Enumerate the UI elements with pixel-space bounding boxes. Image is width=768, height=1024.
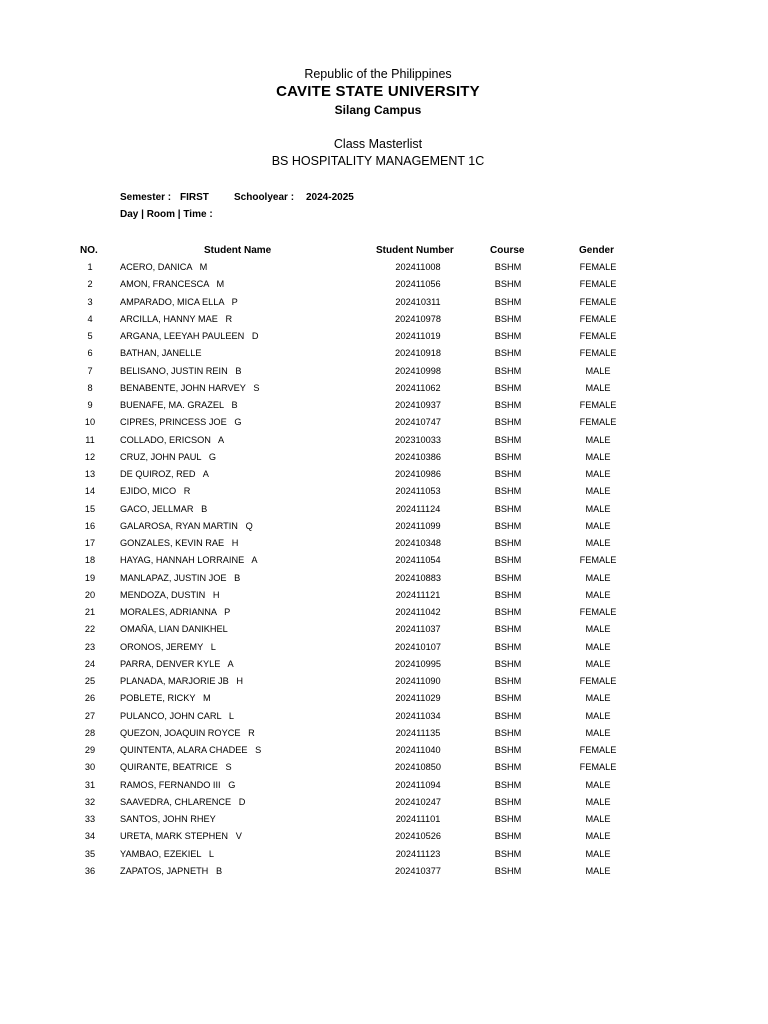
student-name: PARRA, DENVER KYLE A bbox=[120, 658, 234, 669]
course: BSHM bbox=[494, 262, 522, 272]
course: BSHM bbox=[494, 658, 522, 669]
course: BSHM bbox=[494, 865, 522, 876]
row-number: 15 bbox=[84, 503, 96, 514]
table-row bbox=[0, 657, 768, 674]
course: BSHM bbox=[494, 710, 522, 721]
gender: MALE bbox=[585, 486, 611, 497]
course: BSHM bbox=[494, 503, 522, 514]
student-name: GONZALES, KEVIN RAE H bbox=[120, 538, 239, 548]
student-number: 202411090 bbox=[395, 676, 441, 686]
student-number: 202410995 bbox=[395, 658, 441, 669]
table-row bbox=[0, 691, 768, 708]
student-number: 202410348 bbox=[395, 538, 441, 548]
gender: MALE bbox=[585, 710, 611, 721]
row-number: 24 bbox=[84, 658, 96, 669]
student-name: COLLADO, ERICSON A bbox=[120, 434, 225, 445]
day-room-time-label: Day | Room | Time : bbox=[120, 209, 213, 220]
row-number: 11 bbox=[85, 434, 95, 445]
row-number: 22 bbox=[84, 624, 96, 635]
student-name: OMAÑA, LIAN DANIKHEL bbox=[120, 624, 228, 635]
course: BSHM bbox=[494, 279, 522, 290]
row-number: 6 bbox=[87, 348, 93, 359]
gender: FEMALE bbox=[579, 762, 617, 773]
table-row bbox=[0, 519, 768, 536]
student-number: 202410377 bbox=[395, 865, 441, 876]
course: BSHM bbox=[494, 589, 522, 600]
row-number: 7 bbox=[87, 365, 93, 376]
row-number: 3 bbox=[87, 296, 93, 307]
student-name: POBLETE, RICKY M bbox=[120, 693, 211, 704]
student-name: QUINTENTA, ALARA CHADEE S bbox=[120, 745, 262, 755]
course: BSHM bbox=[494, 779, 522, 790]
table-row bbox=[0, 571, 768, 588]
republic-heading: Republic of the Philippines bbox=[304, 67, 452, 81]
student-name: BELISANO, JUSTIN REIN B bbox=[120, 365, 242, 376]
table-row bbox=[0, 433, 768, 450]
student-number: 202411053 bbox=[395, 486, 441, 497]
gender: FEMALE bbox=[579, 607, 617, 617]
student-name: YAMBAO, EZEKIEL L bbox=[120, 848, 214, 859]
course: BSHM bbox=[494, 313, 522, 324]
student-name: PLANADA, MARJORIE JB H bbox=[120, 676, 244, 686]
table-row bbox=[0, 553, 768, 570]
gender: MALE bbox=[585, 451, 611, 462]
course: BSHM bbox=[494, 572, 522, 583]
course: BSHM bbox=[494, 848, 522, 859]
row-number: 21 bbox=[84, 607, 96, 617]
student-number: 202411019 bbox=[395, 331, 441, 341]
row-number: 34 bbox=[84, 831, 96, 842]
row-number: 16 bbox=[84, 520, 96, 531]
schoolyear-value: 2024-2025 bbox=[306, 192, 354, 203]
student-name: QUIRANTE, BEATRICE S bbox=[120, 762, 232, 773]
row-number: 9 bbox=[87, 400, 93, 410]
course: BSHM bbox=[494, 434, 522, 445]
gender: MALE bbox=[585, 796, 611, 807]
student-number: 202411101 bbox=[395, 814, 441, 824]
table-row bbox=[0, 622, 768, 639]
student-number: 202411124 bbox=[395, 503, 441, 514]
student-name: PULANCO, JOHN CARL L bbox=[120, 710, 235, 721]
student-number: 202410850 bbox=[395, 762, 441, 773]
student-number: 202411008 bbox=[395, 262, 441, 272]
row-number: 20 bbox=[84, 589, 96, 600]
column-header-student-name: Student Name bbox=[204, 245, 272, 256]
course: BSHM bbox=[494, 762, 522, 773]
gender: MALE bbox=[585, 814, 611, 824]
student-name: URETA, MARK STEPHEN V bbox=[120, 831, 242, 842]
column-header-student-number: Student Number bbox=[376, 245, 454, 256]
course: BSHM bbox=[494, 796, 522, 807]
gender: MALE bbox=[585, 658, 611, 669]
row-number: 10 bbox=[84, 417, 96, 428]
student-number: 202411062 bbox=[395, 382, 441, 393]
table-row bbox=[0, 364, 768, 381]
table-row bbox=[0, 536, 768, 553]
row-number: 36 bbox=[84, 865, 96, 876]
gender: MALE bbox=[585, 365, 611, 376]
course: BSHM bbox=[494, 538, 522, 548]
course: BSHM bbox=[494, 624, 522, 635]
course: BSHM bbox=[494, 555, 522, 566]
row-number: 1 bbox=[87, 262, 93, 272]
gender: FEMALE bbox=[579, 262, 617, 272]
table-row bbox=[0, 795, 768, 812]
table-row bbox=[0, 674, 768, 691]
row-number: 31 bbox=[84, 779, 96, 790]
gender: MALE bbox=[585, 469, 611, 479]
student-name: HAYAG, HANNAH LORRAINE A bbox=[120, 555, 258, 566]
student-name: QUEZON, JOAQUIN ROYCE R bbox=[120, 727, 255, 738]
gender: FEMALE bbox=[579, 676, 617, 686]
student-number: 202410998 bbox=[395, 365, 441, 376]
student-name: BENABENTE, JOHN HARVEY S bbox=[120, 382, 260, 393]
gender: MALE bbox=[585, 624, 611, 635]
student-number: 202410986 bbox=[395, 469, 441, 479]
student-name: BUENAFE, MA. GRAZEL B bbox=[120, 400, 238, 410]
student-name: CRUZ, JOHN PAUL G bbox=[120, 451, 216, 462]
gender: MALE bbox=[585, 434, 611, 445]
row-number: 19 bbox=[84, 572, 96, 583]
row-number: 12 bbox=[84, 451, 96, 462]
table-row bbox=[0, 312, 768, 329]
course: BSHM bbox=[494, 727, 522, 738]
table-row bbox=[0, 760, 768, 777]
campus-name: Silang Campus bbox=[334, 103, 422, 117]
student-number: 202411099 bbox=[395, 520, 441, 531]
student-number: 202411042 bbox=[395, 607, 441, 617]
table-row bbox=[0, 709, 768, 726]
gender: FEMALE bbox=[579, 745, 617, 755]
row-number: 8 bbox=[87, 382, 93, 393]
gender: FEMALE bbox=[579, 279, 617, 290]
table-row bbox=[0, 743, 768, 760]
row-number: 32 bbox=[84, 796, 96, 807]
table-row bbox=[0, 295, 768, 312]
table-row bbox=[0, 329, 768, 346]
gender: MALE bbox=[585, 538, 611, 548]
student-name: GACO, JELLMAR B bbox=[120, 503, 208, 514]
table-row bbox=[0, 450, 768, 467]
row-number: 18 bbox=[84, 555, 96, 566]
table-row bbox=[0, 726, 768, 743]
table-row bbox=[0, 277, 768, 294]
student-name: CIPRES, PRINCESS JOE G bbox=[120, 417, 242, 428]
student-name: DE QUIROZ, RED A bbox=[120, 469, 209, 479]
gender: MALE bbox=[585, 589, 611, 600]
schoolyear-label: Schoolyear : bbox=[234, 192, 295, 203]
student-name: ACERO, DANICA M bbox=[120, 262, 208, 272]
row-number: 33 bbox=[84, 814, 96, 824]
student-name: SANTOS, JOHN RHEY bbox=[120, 814, 216, 824]
student-name: ZAPATOS, JAPNETH B bbox=[120, 865, 223, 876]
row-number: 13 bbox=[84, 469, 96, 479]
gender: FEMALE bbox=[579, 555, 617, 566]
course: BSHM bbox=[494, 486, 522, 497]
course: BSHM bbox=[494, 693, 522, 704]
gender: MALE bbox=[585, 727, 611, 738]
student-name: SAAVEDRA, CHLARENCE D bbox=[120, 796, 246, 807]
student-name: BATHAN, JANELLE bbox=[120, 348, 202, 359]
row-number: 2 bbox=[87, 279, 93, 290]
table-row bbox=[0, 260, 768, 277]
gender: MALE bbox=[585, 831, 611, 842]
row-number: 28 bbox=[84, 727, 96, 738]
student-name: MENDOZA, DUSTIN H bbox=[120, 589, 220, 600]
course: BSHM bbox=[494, 831, 522, 842]
course: BSHM bbox=[494, 382, 522, 393]
student-number: 202411034 bbox=[395, 710, 441, 721]
student-number: 202410883 bbox=[395, 572, 441, 583]
table-row bbox=[0, 778, 768, 795]
gender: MALE bbox=[585, 382, 611, 393]
row-number: 26 bbox=[84, 693, 96, 704]
student-name: GALAROSA, RYAN MARTIN Q bbox=[120, 520, 253, 531]
column-header-course: Course bbox=[490, 245, 525, 256]
table-row bbox=[0, 847, 768, 864]
gender: FEMALE bbox=[579, 417, 617, 428]
student-number: 202410918 bbox=[395, 348, 441, 359]
student-number: 202410107 bbox=[395, 641, 441, 652]
student-name: EJIDO, MICO R bbox=[120, 486, 191, 497]
student-number: 202410747 bbox=[395, 417, 441, 428]
row-number: 30 bbox=[84, 762, 96, 773]
student-number: 202411040 bbox=[395, 745, 441, 755]
row-number: 17 bbox=[84, 538, 96, 548]
table-row bbox=[0, 484, 768, 501]
course: BSHM bbox=[494, 607, 522, 617]
student-number: 202310033 bbox=[395, 434, 441, 445]
student-number: 202410937 bbox=[395, 400, 441, 410]
row-number: 4 bbox=[87, 313, 93, 324]
student-name: ORONOS, JEREMY L bbox=[120, 641, 216, 652]
gender: MALE bbox=[585, 572, 611, 583]
program-name: BS HOSPITALITY MANAGEMENT 1C bbox=[271, 154, 485, 168]
course: BSHM bbox=[494, 451, 522, 462]
student-number: 202410311 bbox=[395, 296, 441, 307]
course: BSHM bbox=[494, 641, 522, 652]
course: BSHM bbox=[494, 745, 522, 755]
table-row bbox=[0, 467, 768, 484]
course: BSHM bbox=[494, 400, 522, 410]
gender: MALE bbox=[585, 865, 611, 876]
student-number: 202411056 bbox=[395, 279, 441, 290]
student-name: AMPARADO, MICA ELLA P bbox=[120, 296, 238, 307]
row-number: 23 bbox=[84, 641, 96, 652]
student-number: 202410526 bbox=[395, 831, 441, 842]
student-number: 202411123 bbox=[395, 848, 441, 859]
table-row bbox=[0, 381, 768, 398]
table-row bbox=[0, 812, 768, 829]
row-number: 25 bbox=[84, 676, 96, 686]
student-number: 202411121 bbox=[395, 589, 441, 600]
student-number: 202411037 bbox=[395, 624, 441, 635]
student-table-body bbox=[0, 260, 768, 881]
table-row bbox=[0, 398, 768, 415]
column-header-no: NO. bbox=[80, 245, 98, 256]
university-title: CAVITE STATE UNIVERSITY bbox=[276, 83, 480, 100]
table-row bbox=[0, 502, 768, 519]
row-number: 5 bbox=[87, 331, 93, 341]
column-header-gender: Gender bbox=[579, 245, 615, 256]
student-name: AMON, FRANCESCA M bbox=[120, 279, 225, 290]
course: BSHM bbox=[494, 520, 522, 531]
gender: MALE bbox=[585, 693, 611, 704]
student-name: MORALES, ADRIANNA P bbox=[120, 607, 231, 617]
student-number: 202411094 bbox=[395, 779, 441, 790]
student-number: 202410386 bbox=[395, 451, 441, 462]
gender: MALE bbox=[585, 503, 611, 514]
table-row bbox=[0, 588, 768, 605]
gender: MALE bbox=[585, 779, 611, 790]
gender: FEMALE bbox=[579, 348, 617, 359]
table-row bbox=[0, 415, 768, 432]
student-number: 202411135 bbox=[395, 727, 441, 738]
student-name: ARGANA, LEEYAH PAULEEN D bbox=[120, 331, 259, 341]
course: BSHM bbox=[494, 417, 522, 428]
semester-label: Semester : bbox=[120, 192, 172, 203]
table-row bbox=[0, 346, 768, 363]
table-row bbox=[0, 829, 768, 846]
gender: FEMALE bbox=[579, 313, 617, 324]
student-name: MANLAPAZ, JUSTIN JOE B bbox=[120, 572, 241, 583]
course: BSHM bbox=[494, 296, 522, 307]
gender: FEMALE bbox=[579, 296, 617, 307]
table-row bbox=[0, 864, 768, 881]
course: BSHM bbox=[494, 676, 522, 686]
course: BSHM bbox=[494, 814, 522, 824]
row-number: 35 bbox=[84, 848, 96, 859]
gender: FEMALE bbox=[579, 400, 617, 410]
semester-value: FIRST bbox=[180, 192, 209, 203]
row-number: 14 bbox=[84, 486, 96, 497]
student-number: 202411054 bbox=[395, 555, 441, 566]
student-number: 202411029 bbox=[395, 693, 441, 704]
table-row bbox=[0, 605, 768, 622]
course: BSHM bbox=[494, 365, 522, 376]
gender: FEMALE bbox=[579, 331, 617, 341]
course: BSHM bbox=[494, 469, 522, 479]
gender: MALE bbox=[585, 520, 611, 531]
table-row bbox=[0, 640, 768, 657]
gender: MALE bbox=[585, 641, 611, 652]
gender: MALE bbox=[585, 848, 611, 859]
course: BSHM bbox=[494, 348, 522, 359]
row-number: 27 bbox=[84, 710, 96, 721]
student-number: 202410978 bbox=[395, 313, 441, 324]
course: BSHM bbox=[494, 331, 522, 341]
student-name: ARCILLA, HANNY MAE R bbox=[120, 313, 233, 324]
document-title: Class Masterlist bbox=[333, 137, 423, 151]
student-number: 202410247 bbox=[395, 796, 441, 807]
student-name: RAMOS, FERNANDO III G bbox=[120, 779, 236, 790]
row-number: 29 bbox=[84, 745, 96, 755]
